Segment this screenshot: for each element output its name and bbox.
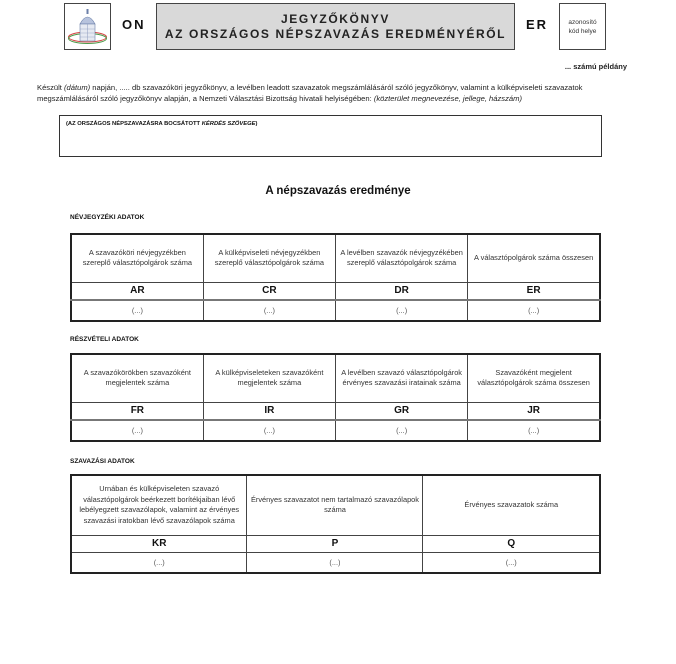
intro-text-1: Készült <box>37 83 65 92</box>
question-label <box>66 121 257 127</box>
section-label-voting: SZAVAZÁSI ADATOK <box>70 458 135 465</box>
question-label-suffix: ) <box>255 121 258 127</box>
section-label-participation: RÉSZVÉTELI ADATOK <box>70 336 139 343</box>
column-description: Urnában és külképviseleten szavazó választópolgárok beérkezett borítékjaiban lévő lebélyegzett szavazólapok, valamint az érvényes szavazási iratokban lévő szavazólapok száma <box>71 475 247 535</box>
column-code: CR <box>203 282 335 300</box>
value-cell[interactable]: (...) <box>247 552 423 573</box>
document-code-right: ER <box>526 17 549 32</box>
location-placeholder: (közterület megnevezése, jellege, házszám) <box>373 93 522 103</box>
value-cell[interactable]: (...) <box>336 300 468 321</box>
column-code: ER <box>468 282 600 300</box>
value-cell[interactable]: (...) <box>336 420 468 441</box>
column-code: FR <box>71 402 203 420</box>
column-code: JR <box>468 402 600 420</box>
id-code-label-1: azonosító <box>568 18 597 26</box>
column-description: Szavazóként megjelent választópolgárok száma összesen <box>468 354 600 402</box>
column-code: DR <box>336 282 468 300</box>
column-description: A levélben szavazó választópolgárok érvényes szavazási iratainak száma <box>336 354 468 402</box>
column-code: Q <box>423 535 600 552</box>
column-description: A szavazókörökben szavazóként megjelentek száma <box>71 354 203 402</box>
column-code: P <box>247 535 423 552</box>
value-cell[interactable]: (...) <box>423 552 600 573</box>
column-description: A szavazóköri névjegyzékben szereplő választópolgárok száma <box>71 234 203 282</box>
date-placeholder: (dátum) <box>64 83 91 92</box>
id-code-label-2: kód helye <box>568 27 597 35</box>
id-code-box <box>559 3 606 50</box>
intro-text-2: napján, ..... db szavazóköri jegyzőkönyv, a levélben leadott szavazatok megszámlálásáról szóló jegyzőkönyv, valamint a külképviseleti szavazatok megszámlálásáról szóló jegyzőkönyv alapján, a Nemzeti Választási Bizottság hivatali helyiségében: <box>37 83 583 103</box>
question-text-box <box>59 115 602 157</box>
column-code: KR <box>71 535 247 552</box>
value-cell[interactable]: (...) <box>71 420 203 441</box>
coat-of-arms-logo <box>64 3 111 50</box>
value-cell[interactable]: (...) <box>71 300 203 321</box>
section-label-registry: NÉVJEGYZÉKI ADATOK <box>70 214 145 221</box>
column-description: A levélben szavazók névjegyzékében szereplő választópolgárok száma <box>336 234 468 282</box>
title-line-1: JEGYZŐKÖNYV <box>281 11 390 26</box>
coat-of-arms-icon <box>65 4 110 49</box>
title-line-2: AZ ORSZÁGOS NÉPSZAVAZÁS EREDMÉNYÉRŐL <box>164 26 507 41</box>
column-code: GR <box>336 402 468 420</box>
participation-data-table <box>70 353 601 442</box>
column-description: A választópolgárok száma összesen <box>468 234 600 282</box>
column-description: Érvényes szavazatot nem tartalmazó szavazólapok száma <box>247 475 423 535</box>
column-code: IR <box>203 402 335 420</box>
value-cell[interactable]: (...) <box>468 420 600 441</box>
column-code: AR <box>71 282 203 300</box>
intro-paragraph <box>37 83 637 104</box>
voting-data-table <box>70 474 601 574</box>
column-description: A külképviseleteken szavazóként megjelentek száma <box>203 354 335 402</box>
column-description: A külképviseleti névjegyzékben szereplő választópolgárok száma <box>203 234 335 282</box>
column-description: Érvényes szavazatok száma <box>423 475 600 535</box>
value-cell[interactable]: (...) <box>203 300 335 321</box>
question-label-prefix: (AZ ORSZÁGOS NÉPSZAVAZÁSRA BOCSÁTOTT <box>66 121 202 127</box>
value-cell[interactable]: (...) <box>203 420 335 441</box>
value-cell[interactable]: (...) <box>71 552 247 573</box>
value-cell[interactable]: (...) <box>468 300 600 321</box>
results-heading: A népszavazás eredménye <box>265 185 411 197</box>
document-title <box>156 3 515 50</box>
registry-data-table <box>70 233 601 322</box>
document-code-left: ON <box>122 17 146 32</box>
question-label-italic: KÉRDÉS SZÖVEGE <box>201 121 256 127</box>
copy-number: ... számú példány <box>564 62 627 71</box>
